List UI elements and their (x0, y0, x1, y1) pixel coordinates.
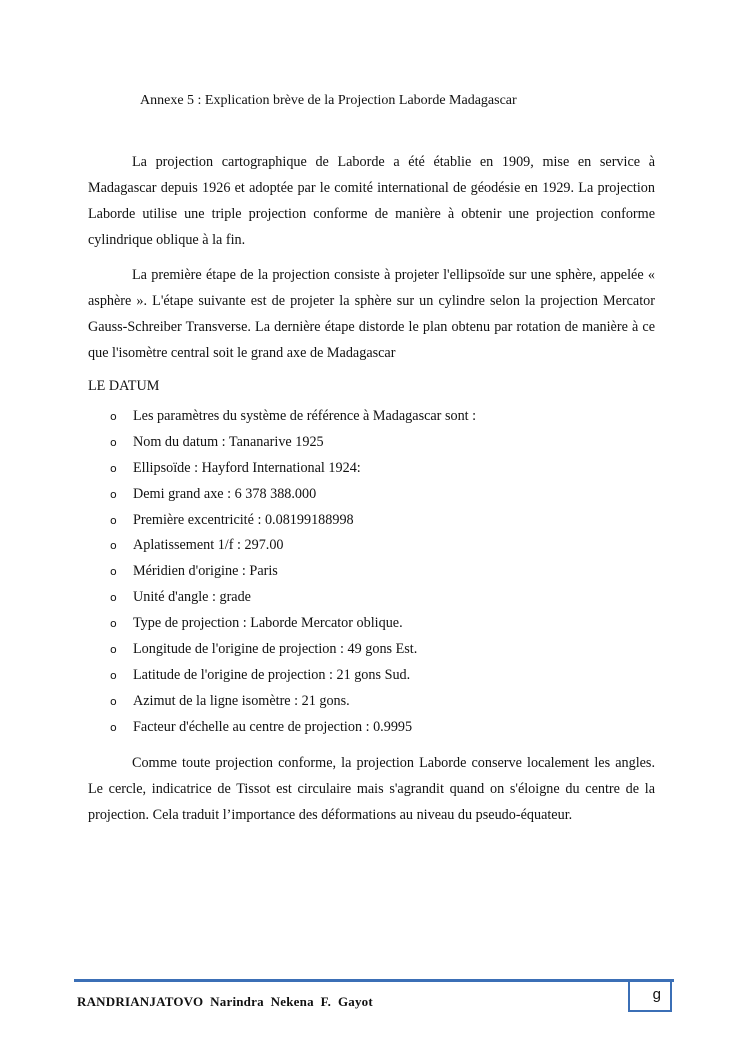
list-item: o Nom du datum : Tananarive 1925 (110, 430, 476, 456)
list-item: o Aplatissement 1/f : 297.00 (110, 533, 476, 559)
list-item: o Unité d'angle : grade (110, 585, 476, 611)
list-item: o Azimut de la ligne isomètre : 21 gons. (110, 689, 476, 715)
closing-paragraph (88, 750, 655, 828)
bullet-marker: o (110, 720, 117, 734)
list-item: o Les paramètres du système de référence à Madagascar sont : (110, 404, 476, 430)
bullet-marker: o (110, 643, 117, 657)
bullet-marker: o (110, 617, 117, 631)
bullet-marker: o (110, 435, 117, 449)
bullet-marker: o (110, 694, 117, 708)
intro-paragraph-text: La projection cartographique de Laborde a été établie en 1909, mise en service à Madagascar depuis 1926 et adoptée par le comité international de géodésie en 1929. La projection Laborde utilise une triple projection conforme de manière à obtenir une projection conforme cylindrique oblique à la fin. (88, 154, 655, 248)
page-number-box (628, 982, 672, 1012)
annex-title: Annexe 5 : Explication brève de la Projection Laborde Madagascar (140, 93, 517, 108)
bullet-marker: o (110, 410, 117, 423)
list-item: o Méridien d'origine : Paris (110, 559, 476, 585)
list-item: o Facteur d'échelle au centre de projection : 0.9995 (110, 715, 476, 741)
footer-rule (74, 979, 674, 982)
steps-paragraph-text: La première étape de la projection consiste à projeter l'ellipsoïde sur une sphère, appelée « asphère ». L'étape suivante est de projeter la sphère sur un cylindre selon la projection Mercator Gauss-Schreiber Transverse. La dernière étape distorde le plan obtenu par rotation de manière à ce que l'isomètre central soit le grand axe de Madagascar (88, 267, 655, 361)
footer-author: RANDRIANJATOVO Narindra Nekena F. Gayot (77, 994, 373, 1009)
page-number: g (652, 986, 661, 1003)
intro-paragraph (88, 149, 655, 253)
list-item: o Latitude de l'origine de projection : 21 gons Sud. (110, 663, 476, 689)
list-item: o Longitude de l'origine de projection : 49 gons Est. (110, 637, 476, 663)
bullet-marker: o (110, 668, 117, 682)
list-item: o Première excentricité : 0.08199188998 (110, 508, 476, 534)
datum-parameter-list (110, 404, 476, 741)
bullet-marker: o (110, 539, 117, 553)
bullet-marker: o (110, 461, 117, 475)
bullet-marker: o (110, 513, 117, 527)
steps-paragraph (88, 262, 655, 366)
bullet-marker: o (110, 487, 117, 501)
closing-paragraph-text: Comme toute projection conforme, la projection Laborde conserve localement les angles. Le cercle, indicatrice de Tissot est circulaire mais s'agrandit quand on s'éloigne du centre de la projection. Cela traduit l’importance des déformations au niveau du pseudo-équateur. (88, 755, 655, 823)
bullet-marker: o (110, 565, 117, 579)
bullet-marker: o (110, 591, 117, 605)
list-item: o Type de projection : Laborde Mercator oblique. (110, 611, 476, 637)
list-item: o Demi grand axe : 6 378 388.000 (110, 482, 476, 508)
datum-heading: LE DATUM (88, 378, 160, 394)
list-item: o Ellipsoïde : Hayford International 1924: (110, 456, 476, 482)
